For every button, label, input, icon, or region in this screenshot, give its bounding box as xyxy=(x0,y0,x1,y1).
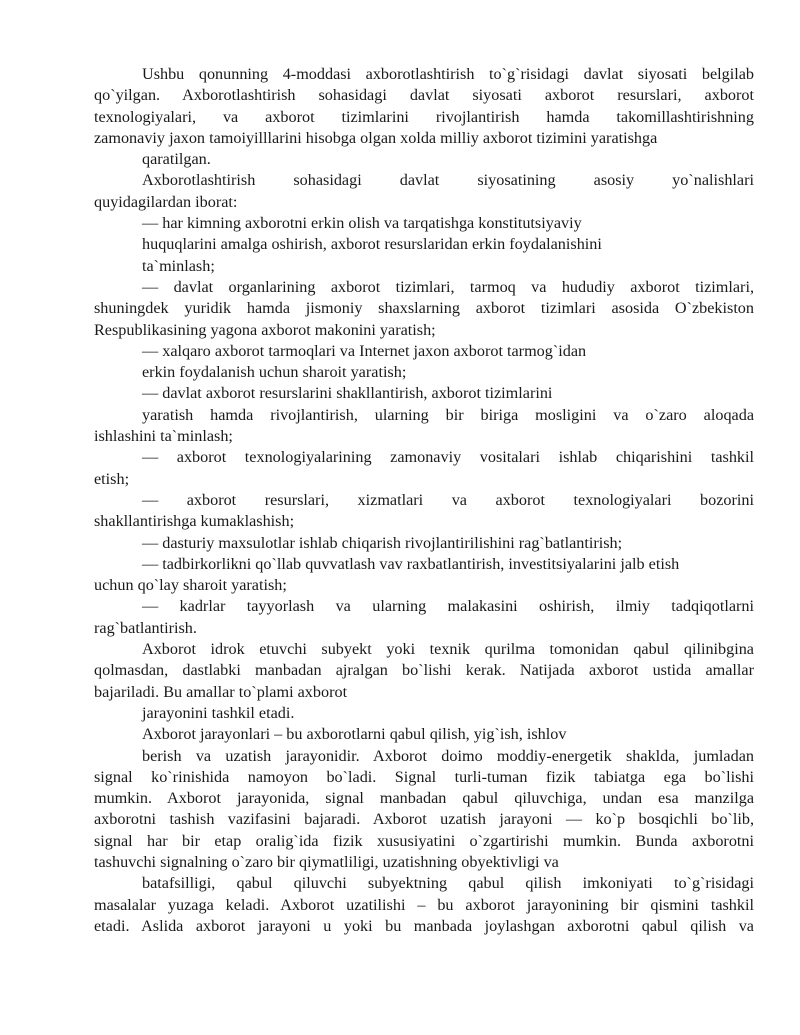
text-line: — kadrlar tayyorlash va ularning malakasini oshirish, ilmiy tadqiqotlarni xyxy=(142,597,754,616)
text-line: — xalqaro axborot tarmoqlari va Internet jaxon axborot tarmog`idan xyxy=(142,341,587,360)
text-line: qolmasdan, dastlabki manbadan ajralgan bo`lishi kerak. Natijada axborot ustida amallar xyxy=(94,661,754,680)
text-line: jarayonini tashkil etadi. xyxy=(142,703,295,722)
text-line: — axborot texnologiyalarining zamonaviy vositalari ishlab chiqarishini tashkil xyxy=(142,448,754,467)
text-line: axborotni tashish vazifasini bajaradi. Axborot uzatish jarayoni — ko`p bosqichli bo`lib, xyxy=(94,810,754,829)
text-line: erkin foydalanish uchun sharoit yaratish; xyxy=(142,363,407,382)
text-line: — axborot resurslari, xizmatlari va axborot texnologiyalari bozorini xyxy=(142,490,754,509)
text-line: bajariladi. Bu amallar to`plami axborot xyxy=(94,682,348,701)
text-line: — dasturiy maxsulotlar ishlab chiqarish rivojlantirilishini rag`batlantirish; xyxy=(142,533,623,552)
text-line: berish va uzatish jarayonidir. Axborot doimo moddiy-energetik shaklda, jumladan xyxy=(142,746,754,765)
text-line: mumkin. Axborot jarayonida, signal manbadan qabul qiluvchiga, undan esa manzilga xyxy=(94,789,754,808)
text-line: Ushbu qonunning 4-moddasi axborotlashtirish to`g`risidagi davlat siyosati belgilab xyxy=(142,65,754,83)
text-line: etish; xyxy=(94,469,130,488)
text-line: tashuvchi signalning o`zaro bir qiymatliligi, uzatishning obyektivligi va xyxy=(94,852,559,871)
text-line: quyidagilardan iborat: xyxy=(94,192,238,211)
text-line: — davlat axborot resurslarini shakllantirish, axborot tizimlarini xyxy=(142,384,553,403)
text-line: masalalar yuzaga keladi. Axborot uzatilishi – bu axborot jarayonining bir qismini tashkil xyxy=(94,895,754,914)
text-line: signal ko`rinishida namoyon bo`ladi. Signal turli-tuman fizik tabiatga ega bo`lishi xyxy=(94,767,754,786)
text-line: etadi. Aslida axborot jarayoni u yoki bu manbada joylashgan axborotni qabul qilish va xyxy=(94,916,754,935)
text-line: qaratilgan. xyxy=(142,150,211,169)
text-line: shakllantirishga kumaklashish; xyxy=(94,512,295,531)
text-line: ishlashini ta`minlash; xyxy=(94,427,233,446)
text-line: uchun qo`lay sharoit yaratish; xyxy=(94,576,287,595)
text-line: signal har bir etap oralig`ida fizik xususiyatini o`zgartirishi mumkin. Bunda axborotni xyxy=(94,831,754,850)
text-line: qo`yilgan. Axborotlashtirish sohasidagi davlat siyosati axborot resurslari, axborot xyxy=(94,86,754,105)
text-line: — har kimning axborotni erkin olish va tarqatishga konstitutsiyaviy xyxy=(142,214,582,233)
text-line: Axborot idrok etuvchi subyekt yoki texnik qurilma tomonidan qabul qilinibgina xyxy=(142,640,754,659)
text-line: ta`minlash; xyxy=(142,256,215,275)
text-line: huquqlarini amalga oshirish, axborot resurslaridan erkin foydalanishini xyxy=(142,235,602,254)
text-line: texnologiyalari, va axborot tizimlarini rivojlantirish hamda takomillashtirishning xyxy=(94,107,754,126)
text-line: — davlat organlarining axborot tizimlari, tarmoq va hududiy axborot tizimlari, xyxy=(142,277,754,296)
text-line: shuningdek yuridik hamda jismoniy shaxslarning axborot tizimlari asosida O`zbekiston xyxy=(94,299,754,318)
text-line: — tadbirkorlikni qo`llab quvvatlash vav raxbatlantirish, investitsiyalarini jalb etish xyxy=(142,554,680,573)
text-line: yaratish hamda rivojlantirish, ularning bir biriga mosligini va o`zaro aloqada xyxy=(142,405,754,424)
text-line: zamonaviy jaxon tamoiyilllarini hisobga olgan xolda milliy axborot tizimini yaratishga xyxy=(94,128,658,147)
text-line: Axborotlashtirish sohasidagi davlat siyosatining asosiy yo`nalishlari xyxy=(142,171,754,190)
text-line: batafsilligi, qabul qiluvchi subyektning qabul qilish imkoniyati to`g`risidagi xyxy=(142,874,754,893)
document-body xyxy=(94,64,754,937)
text-line: Respublikasining yagona axborot makonini yaratish; xyxy=(94,320,436,339)
text-line: Axborot jarayonlari – bu axborotlarni qabul qilish, yig`ish, ishlov xyxy=(142,725,567,744)
text-line: rag`batlantirish. xyxy=(94,618,197,637)
